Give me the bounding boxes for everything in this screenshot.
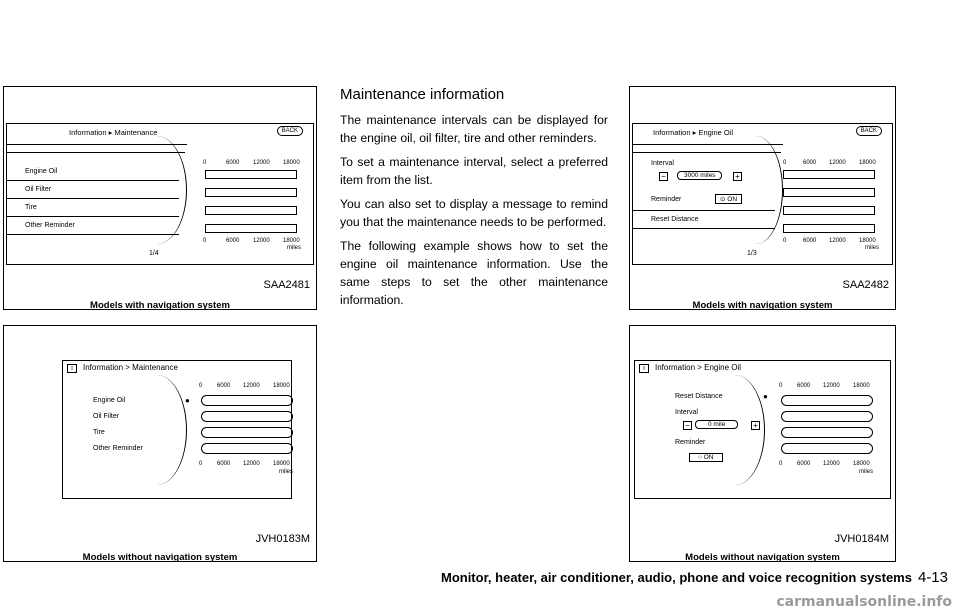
figure-maintenance-no-nav: [3, 325, 317, 562]
page-number: 4-13: [917, 569, 948, 586]
menu-item-other-reminder[interactable]: Other Reminder: [93, 445, 143, 452]
tire-bar: [205, 206, 297, 215]
screen-title: Information ▸ Maintenance: [69, 128, 158, 137]
paragraph: You can also set to display a message to remind you that the maintenance needs to be performed.: [340, 197, 608, 229]
menu-item-oil-filter[interactable]: Oil Filter: [93, 413, 120, 420]
screen: i Information > Maintenance Engine Oil ● Oil Filter Tire Other Reminder 0 6000 12000 18000 0 6000 12000 18000 miles: [62, 360, 292, 499]
menu-item-reset-distance[interactable]: Reset Distance: [651, 216, 699, 223]
unit-label: miles: [279, 469, 294, 475]
screen: i Information > Engine Oil Reset Distance ● Interval − 0 mile + Reminder ○ ON 0 6000 12000 18000 0 6000 12000 18000 miles: [634, 360, 891, 499]
page-indicator: 1/4: [149, 250, 159, 257]
engine-oil-bar: [205, 170, 297, 179]
radio-icon: ⊙: [720, 196, 726, 203]
other-reminder-bar: [205, 224, 297, 233]
menu-item-reset-distance[interactable]: Reset Distance: [675, 393, 723, 400]
section-heading: Maintenance information: [340, 86, 505, 103]
figure-code: SAA2482: [842, 279, 889, 291]
selected-dot-icon: ●: [185, 396, 190, 405]
interval-value: 3000 miles: [677, 171, 722, 180]
paragraph: To set a maintenance interval, select a preferred item from the list.: [340, 155, 608, 187]
menu-item-tire[interactable]: Tire: [93, 429, 105, 436]
figure-engine-oil-nav: [629, 86, 896, 310]
unit-label: miles: [859, 469, 874, 475]
unit-label: miles: [865, 245, 880, 251]
menu-item-reminder[interactable]: Reminder: [675, 439, 706, 446]
body-text: [340, 86, 608, 315]
info-icon: i: [639, 364, 649, 373]
screen-title: Information > Engine Oil: [655, 363, 742, 372]
figure-caption: Models without navigation system: [685, 552, 840, 563]
figure-maintenance-nav: [3, 86, 317, 310]
page-footer: [441, 569, 948, 586]
reminder-toggle[interactable]: ○ ON: [689, 453, 723, 462]
menu-item-reminder[interactable]: Reminder: [651, 196, 682, 203]
menu-item-tire[interactable]: Tire: [25, 204, 37, 211]
reminder-toggle[interactable]: ⊙ ON: [715, 194, 742, 204]
menu-item-other-reminder[interactable]: Other Reminder: [25, 222, 75, 229]
back-button[interactable]: BACK: [856, 126, 882, 136]
menu-item-interval[interactable]: Interval: [651, 160, 674, 167]
back-button[interactable]: BACK: [277, 126, 303, 136]
figure-caption: Models without navigation system: [82, 552, 238, 563]
figure-caption: Models with navigation system: [692, 300, 833, 311]
decrease-icon[interactable]: −: [659, 172, 668, 181]
screen-title: Information > Maintenance: [83, 363, 178, 372]
selected-dot-icon: ●: [763, 392, 768, 401]
menu-item-oil-filter[interactable]: Oil Filter: [25, 186, 52, 193]
increase-icon[interactable]: +: [751, 421, 760, 430]
menu-item-engine-oil[interactable]: Engine Oil: [25, 168, 58, 175]
increase-icon[interactable]: +: [733, 172, 742, 181]
decrease-icon[interactable]: −: [683, 421, 692, 430]
radio-icon: ○: [698, 454, 702, 461]
paragraph: The following example shows how to set the engine oil maintenance information. Use the same steps to set the other maintenance information.: [340, 239, 608, 307]
menu-item-interval[interactable]: Interval: [675, 409, 698, 416]
figure-code: JVH0183M: [255, 533, 310, 545]
figure-code: SAA2481: [263, 279, 310, 291]
section-title: Monitor, heater, air conditioner, audio, phone and voice recognition systems: [440, 570, 912, 585]
nav-screen: Information ▸ Maintenance BACK Engine Oil Oil Filter Tire Other Reminder 0 6000 12000 18000 0 6000 12000 18000 miles 1/4: [6, 123, 314, 265]
watermark: carmanualsonline.info: [776, 594, 952, 610]
page-indicator: 1/3: [747, 250, 757, 257]
screen-title: Information ▸ Engine Oil: [653, 128, 734, 137]
figure-engine-oil-no-nav: [629, 325, 896, 562]
nav-screen: Information ▸ Engine Oil BACK Interval − 3000 miles + Reminder ⊙ ON Reset Distance 0 6000 12000 18000 0 6000 12000 18000 miles 1/3: [632, 123, 893, 265]
interval-value: 0 mile: [695, 420, 738, 429]
oil-filter-bar: [205, 188, 297, 197]
unit-label: miles: [287, 245, 302, 251]
figure-code: JVH0184M: [834, 533, 889, 545]
figure-caption: Models with navigation system: [90, 300, 230, 311]
menu-item-engine-oil[interactable]: Engine Oil: [93, 397, 126, 404]
paragraph: The maintenance intervals can be displayed for the engine oil, oil filter, tire and other reminders.: [340, 113, 608, 145]
info-icon: i: [67, 364, 77, 373]
